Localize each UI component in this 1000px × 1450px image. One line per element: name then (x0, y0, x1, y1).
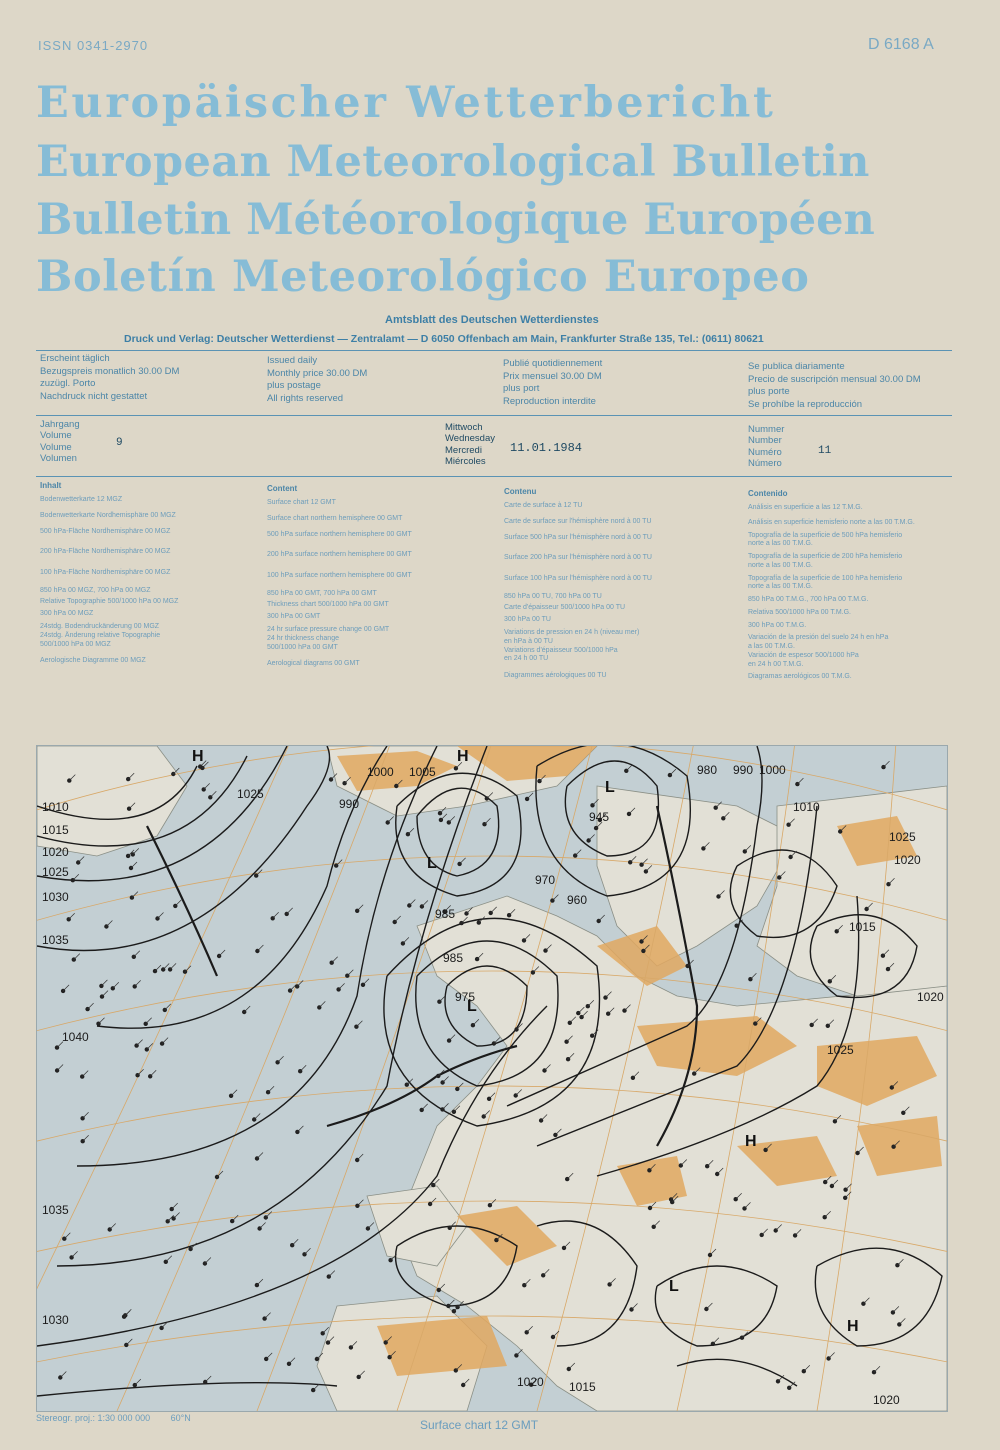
sub-de-0: Erscheint täglich (40, 353, 110, 364)
sub-en-3: All rights reserved (267, 393, 344, 405)
contents-es-item: Análisis en superficie a las 12 T.M.G. (748, 504, 863, 511)
high-pressure-symbol: H (745, 1133, 757, 1150)
contents-heading-es: Contenido (748, 489, 788, 498)
wind-barb (64, 1233, 70, 1239)
wind-barb (516, 1349, 522, 1355)
map-caption: Surface chart 12 GMT (420, 1418, 539, 1432)
wind-barb (174, 1213, 180, 1219)
volume-labels (40, 419, 80, 465)
isobar-label: 945 (589, 810, 610, 824)
number-labels (748, 424, 784, 470)
sub-de-1: Bezugspreis monatlich 30.00 DM (40, 366, 180, 378)
contents-de-item: Relative Topographie 500/1000 hPa 00 MGZ (40, 597, 179, 605)
wind-barb (257, 1279, 263, 1285)
wind-barb (300, 1065, 306, 1071)
wind-barb (473, 1019, 479, 1025)
isobar-label: 1035 (42, 933, 69, 947)
contents-de-item: Bodenwetterkarte Nordhemisphäre 00 MGZ (40, 511, 176, 519)
isobar-line (37, 1383, 337, 1396)
contents-de-item: 24stdg. Änderung relative Topographie (40, 631, 161, 639)
isobar-label: 970 (535, 873, 556, 887)
rule-contents (36, 476, 952, 477)
wind-barb (175, 900, 181, 906)
day-labels (445, 422, 495, 468)
isobar-label: 1025 (827, 1043, 854, 1057)
wind-barb (78, 857, 84, 863)
contents-de-item: Bodenwetterkarte 12 MGZ (40, 496, 123, 503)
contents-es-item: 850 hPa 00 T.M.G., 700 hPa 00 T.M.G. (748, 596, 869, 603)
wind-barb (589, 835, 595, 841)
contents-fr-item: Surface 100 hPa sur l'hémisphère nord à 00 TU (504, 575, 652, 582)
publication-code: D 6168 A (868, 36, 934, 53)
rule-middle (36, 415, 952, 416)
sub-de-2: zuzügl. Porto (40, 377, 96, 389)
wind-barb (170, 963, 176, 969)
wind-barb (99, 1018, 105, 1024)
contents-es-item: en 24 h 00 T.M.G. (748, 660, 804, 668)
contents-heading-de: Inhalt (40, 481, 62, 490)
contents-es-item: Topografía de la superficie de 200 hPa hemisferio (748, 553, 903, 560)
wind-barb (158, 913, 164, 919)
contents-es-item: Variación de espesor 500/1000 hPa (748, 651, 859, 659)
wind-barb (231, 1090, 237, 1096)
wind-barb (268, 1086, 274, 1092)
wind-barb (266, 1212, 272, 1218)
contents-en-item: 24 hr thickness change (267, 634, 339, 642)
sub-en-0: Issued daily (267, 355, 318, 366)
subscription-fr (503, 358, 602, 408)
wind-barb (443, 1077, 449, 1083)
wind-barb (336, 860, 342, 866)
contents-es-item: norte a las 00 T.M.G. (748, 540, 813, 548)
wind-barb (265, 1313, 271, 1319)
day-label-de: Mittwoch (445, 422, 483, 433)
sub-fr-1: Prix mensuel 30.00 DM (503, 371, 602, 383)
contents-fr-item: Diagrammes aérologiques 00 TU (504, 672, 607, 679)
wind-barb (339, 983, 345, 989)
sub-es-0: Se publica diariamente (748, 361, 845, 372)
wind-barb (57, 1065, 63, 1071)
wind-barb (72, 1251, 78, 1257)
contents-en-item: Thickness chart 500/1000 hPa 00 GMT (267, 600, 389, 608)
isobar-label: 1025 (237, 787, 264, 801)
contents-de-item: 500 hPa-Fläche Nordhemisphäre 00 MGZ (40, 527, 171, 535)
day-label-fr: Mercredi (445, 444, 482, 456)
wind-barb (244, 1006, 250, 1012)
wind-barb (204, 783, 210, 789)
contents-en (267, 484, 412, 669)
wind-barb (257, 945, 263, 951)
isobar-label: 1010 (793, 800, 820, 814)
wind-barb (131, 862, 137, 868)
isobar-label: 1020 (894, 853, 921, 867)
isobar-label: 1015 (569, 1380, 596, 1394)
wind-barb (69, 913, 75, 919)
isobar-label: 1020 (917, 990, 944, 1004)
isobar-label: 1030 (42, 890, 69, 904)
wind-barb (266, 1353, 272, 1359)
isobar-label: 960 (567, 893, 588, 907)
wind-barb (113, 982, 119, 988)
wind-barb (205, 1376, 211, 1382)
isobar-label: 1025 (42, 865, 69, 879)
wind-barb (278, 1056, 284, 1062)
wind-barb (83, 1112, 89, 1118)
isobar-label: 1000 (759, 763, 786, 777)
contents-en-item: 200 hPa surface northern hemisphere 00 GMT (267, 551, 412, 559)
wind-barb (884, 761, 890, 767)
contents-es-item: Variación de la presión del suelo 24 h en hPa (748, 634, 889, 642)
contents-en-item: Surface chart 12 GMT (267, 499, 336, 506)
isobar-label: 1020 (42, 845, 69, 859)
volume-value: 9 (116, 437, 123, 449)
issn-label: ISSN 0341-2970 (38, 38, 149, 53)
contents-fr-item: Carte de surface sur l'hémisphère nord à 00 TU (504, 517, 652, 525)
contents-heading-fr: Contenu (504, 487, 537, 496)
wind-barb (210, 791, 216, 797)
sub-es-3: Se prohíbe la reproducción (748, 399, 863, 411)
contents-es-item: Relativa 500/1000 hPa 00 T.M.G. (748, 608, 851, 616)
number-label-es: Número (748, 458, 782, 470)
wind-barb (329, 1271, 335, 1277)
wind-barb (626, 765, 632, 771)
volume-label-de: Jahrgang (40, 419, 80, 430)
wind-barb (106, 921, 112, 927)
isobar-label: 1040 (62, 1030, 89, 1044)
wind-barb (88, 1003, 94, 1009)
wind-barb (146, 1018, 152, 1024)
contents-en-item: Surface chart northern hemisphere 00 GMT (267, 514, 403, 522)
wind-barb (363, 979, 369, 985)
sub-de-3: Nachdruck nicht gestattet (40, 391, 148, 403)
wind-barb (83, 1135, 89, 1141)
wind-barb (527, 793, 533, 799)
day-label-en: Wednesday (445, 433, 495, 445)
wind-barb (332, 957, 338, 963)
contents-fr (504, 487, 652, 681)
wind-barb (205, 1258, 211, 1264)
sub-en-2: plus postage (267, 379, 321, 391)
wind-barb (422, 1104, 428, 1110)
wind-barb (135, 980, 141, 986)
publisher-line-1: Amtsblatt des Deutschen Wetterdienstes (385, 314, 599, 326)
high-pressure-symbol: H (457, 748, 469, 765)
wind-barb (797, 778, 803, 784)
high-pressure-symbol: H (192, 748, 204, 765)
front-line (147, 826, 217, 976)
wind-barb (297, 1126, 303, 1132)
title-en: European Meteorological Bulletin (36, 137, 870, 187)
wind-barb (368, 1223, 374, 1229)
contents-fr-item: Carte de surface à 12 TU (504, 502, 583, 509)
contents-es-item: norte a las 00 T.M.G. (748, 583, 813, 591)
wind-barb (273, 912, 279, 918)
contents-en-item: 500 hPa surface northern hemisphere 00 GMT (267, 530, 412, 538)
rule-top (36, 350, 952, 351)
sub-fr-3: Reproduction interdite (503, 396, 596, 408)
wind-barb (73, 874, 79, 880)
number-label-fr: Numéro (748, 446, 782, 458)
number-label-en: Number (748, 435, 782, 447)
wind-barb (449, 816, 455, 822)
wind-barb (422, 901, 428, 907)
wind-barb (102, 991, 108, 997)
sub-en-1: Monthly price 30.00 DM (267, 368, 368, 380)
wind-barb (408, 828, 414, 834)
isobar-label: 1015 (849, 920, 876, 934)
wind-barb (485, 818, 491, 824)
isobar-label: 1030 (42, 1313, 69, 1327)
volume-label-fr: Volume (40, 441, 72, 453)
issue-number: 11 (818, 445, 832, 457)
contents-fr-item: 850 hPa 00 TU, 700 hPa 00 TU (504, 592, 602, 600)
wind-barb (319, 1001, 325, 1007)
wind-barb (750, 973, 756, 979)
wind-barb (388, 817, 394, 823)
contents-en-item: 850 hPa 00 GMT, 700 hPa 00 GMT (267, 589, 377, 597)
title-de: Europäischer Wetterbericht (36, 78, 776, 128)
contents-de-item: 200 hPa-Fläche Nordhemisphäre 00 MGZ (40, 548, 171, 556)
wind-barb (403, 937, 409, 943)
isobar-label: 1025 (889, 830, 916, 844)
sub-es-2: plus porte (748, 385, 790, 397)
wind-barb (133, 848, 139, 854)
subscription-de (40, 353, 179, 403)
wind-barb (74, 954, 80, 960)
contents-en-item: 300 hPa 00 GMT (267, 613, 321, 621)
contents-en-item: Aerological diagrams 00 GMT (267, 660, 360, 668)
contents-fr-item: Carte d'épaisseur 500/1000 hPa 00 TU (504, 603, 626, 611)
highland-area (377, 1316, 507, 1376)
contents-en-item: 24 hr surface pressure change 00 GMT (267, 626, 390, 633)
sub-fr-2: plus port (503, 382, 540, 394)
wind-barb (552, 895, 558, 901)
contents-de-item: 300 hPa 00 MGZ (40, 610, 94, 618)
weather-map-svg (37, 746, 947, 1411)
wind-barb (101, 980, 107, 986)
wind-barb (287, 908, 293, 914)
isobar-label: 1020 (873, 1393, 900, 1407)
contents-de-item: 850 hPa 00 MGZ, 700 hPa 00 MGZ (40, 586, 151, 594)
wind-barb (135, 1379, 141, 1385)
wind-barb (172, 1203, 178, 1209)
publisher-line-2: Druck und Verlag: Deutscher Wetterdienst — Zentralamt — D 6050 Offenbach am Main, Frankfurter Straße 135, Tel.: (0611) 80621 (124, 333, 764, 345)
wind-barb (82, 1071, 88, 1077)
wind-barb (357, 905, 363, 911)
wind-barb (63, 985, 69, 991)
low-pressure-symbol: L (467, 998, 477, 1015)
wind-barb (110, 1224, 116, 1230)
wind-barb (134, 951, 140, 957)
contents-fr-item: Surface 200 hPa sur l'hémisphère nord à 00 TU (504, 554, 652, 562)
volume-label-es: Volumen (40, 453, 77, 465)
low-pressure-symbol: L (605, 779, 615, 796)
wind-barb (217, 1171, 223, 1177)
isobar-label: 1005 (409, 765, 436, 779)
wind-barb (155, 965, 161, 971)
isobar-label: 985 (435, 907, 456, 921)
contents-en-item: 500/1000 hPa 00 GMT (267, 643, 338, 651)
wind-barb (132, 892, 138, 898)
contents-heading-en: Content (267, 484, 298, 493)
contents-fr-item: Variations d'épaisseur 500/1000 hPa (504, 646, 618, 654)
wind-barb (395, 916, 401, 922)
wind-barb (305, 1248, 311, 1254)
day-label-es: Miércoles (445, 456, 486, 468)
wind-barb (257, 1153, 263, 1159)
isobar-label: 1035 (42, 1203, 69, 1217)
number-label-de: Nummer (748, 424, 785, 435)
low-pressure-symbol: L (427, 855, 437, 872)
wind-barb (137, 1040, 143, 1046)
projection-note (36, 1413, 191, 1423)
wind-barb (409, 900, 415, 906)
contents-fr-item: en hPa à 00 TU (504, 637, 553, 645)
contents-de (40, 481, 178, 666)
land-masses (37, 746, 947, 1411)
wind-barb (126, 1339, 132, 1345)
title-es: Boletín Meteorológico Europeo (36, 252, 810, 302)
contents-de-item: Aerologische Diagramme 00 MGZ (40, 657, 146, 665)
latitude-label: 60°N (170, 1413, 191, 1423)
isobar-label: 980 (697, 763, 718, 777)
wind-barb (347, 970, 353, 976)
issue-date: 11.01.1984 (510, 441, 583, 455)
wind-barb (260, 1223, 266, 1229)
wind-barb (599, 915, 605, 921)
volume-label-en: Volume (40, 430, 72, 442)
contents-es (748, 489, 915, 682)
isobar-label: 975 (455, 990, 476, 1004)
wind-barb (448, 1300, 454, 1306)
title-fr: Bulletin Météorologique Européen (36, 195, 875, 245)
wind-barb (150, 1070, 156, 1076)
wind-barb (460, 858, 466, 864)
wind-barb (670, 769, 676, 775)
subscription-es (748, 361, 921, 411)
wind-barb (232, 1215, 238, 1221)
wind-barb (289, 1358, 295, 1364)
wind-barb (356, 1021, 362, 1027)
wind-barb (254, 1114, 260, 1120)
sub-es-1: Precio de suscripción mensual 30.00 DM (748, 374, 921, 386)
contents-es-item: 300 hPa 00 T.M.G. (748, 621, 807, 629)
wind-barb (575, 850, 581, 856)
surface-weather-map (36, 745, 948, 1412)
high-pressure-symbol: H (847, 1318, 859, 1335)
low-pressure-symbol: L (669, 1278, 679, 1295)
contents-fr-item: Surface 500 hPa sur l'hémisphère nord à 00 TU (504, 533, 652, 541)
wind-barb (443, 1103, 449, 1109)
contents-de-item: 500/1000 hPa 00 MGZ (40, 640, 111, 648)
contents-de-item: 100 hPa-Fläche Nordhemisphäre 00 MGZ (40, 569, 171, 576)
wind-barb (60, 1372, 66, 1378)
wind-barb (441, 814, 447, 820)
isobar-label: 1020 (517, 1375, 544, 1389)
contents-es-item: norte a las 00 T.M.G. (748, 561, 813, 569)
wind-barb (357, 1154, 363, 1160)
contents-en-item: 100 hPa surface northern hemisphere 00 GMT (267, 572, 412, 579)
isobar-label: 1015 (42, 823, 69, 837)
land-mass (757, 786, 947, 996)
contents-de-item: 24stdg. Bodendruckänderung 00 MGZ (40, 623, 160, 630)
contents-fr-item: en 24 h 00 TU (504, 655, 549, 663)
wind-barb (166, 1256, 172, 1262)
wind-barb (185, 966, 191, 972)
contents-es-item: Diagramas aerológicos 00 T.M.G. (748, 673, 852, 681)
isobar-label: 990 (339, 797, 360, 811)
wind-barb (449, 1035, 455, 1041)
contents-es-item: Topografía de la superficie de 100 hPa hemisferio (748, 574, 903, 582)
contents-fr-item: Variations de pression en 24 h (niveau mer) (504, 629, 640, 636)
contents-es-item: Análisis en superficie hemisferio norte a las 00 T.M.G. (748, 518, 915, 526)
contents-es-item: Topografía de la superficie de 500 hPa hemisferio (748, 531, 903, 539)
wind-barb (165, 1004, 171, 1010)
subscription-en (267, 355, 367, 405)
contents-fr-item: 300 hPa 00 TU (504, 616, 551, 624)
projection-label: Stereogr. proj.: 1:30 000 000 (36, 1413, 151, 1423)
isobar-label: 1010 (42, 800, 69, 814)
sub-fr-0: Publié quotidiennement (503, 358, 603, 369)
isobar-label: 990 (733, 763, 754, 777)
wind-barb (219, 950, 225, 956)
contents-es-item: a las 00 T.M.G. (748, 643, 795, 650)
isobar-label: 1000 (367, 765, 394, 779)
isobar-label: 985 (443, 951, 464, 965)
wind-barb (292, 1239, 298, 1245)
wind-barb (162, 1038, 168, 1044)
